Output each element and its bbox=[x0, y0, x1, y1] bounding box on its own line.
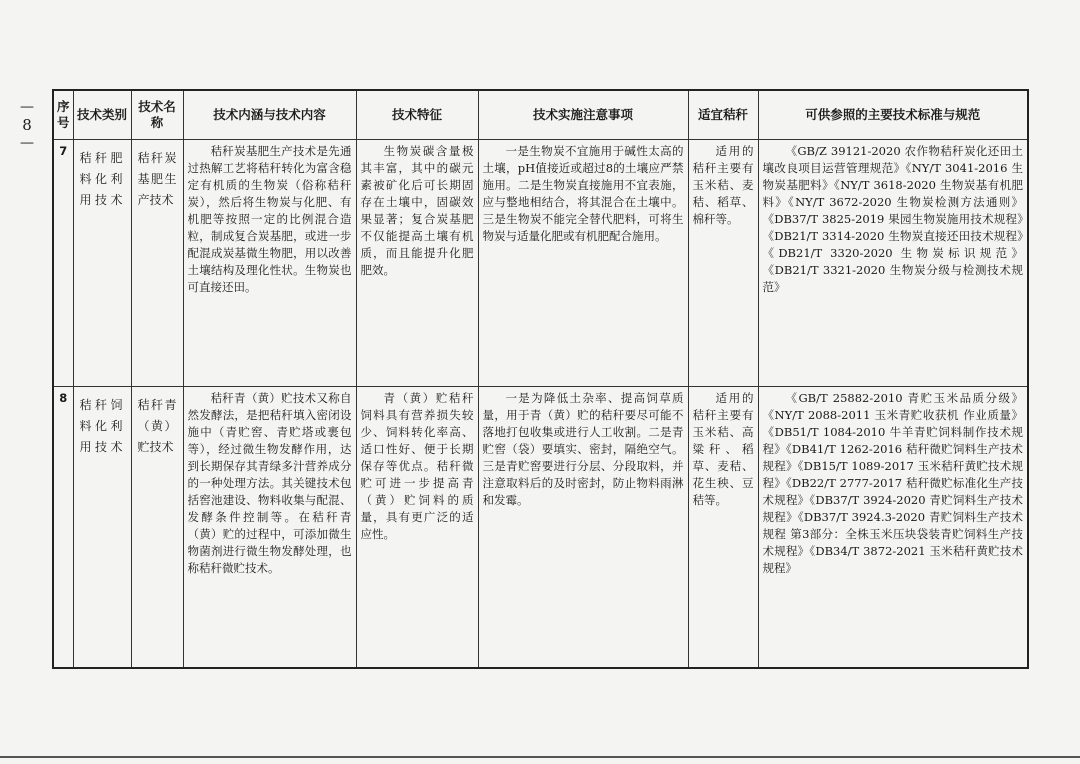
table-row bbox=[53, 386, 1028, 668]
header-straw: 适宜秸秆 bbox=[688, 90, 758, 140]
cell-seq: 8 bbox=[53, 386, 73, 668]
cell-straw: 适用的秸秆主要有玉米秸、麦秸、稻草、棉秆等。 bbox=[688, 140, 758, 387]
page-number bbox=[16, 100, 38, 150]
page-bottom-border bbox=[0, 756, 1080, 758]
header-content: 技术内涵与技术内容 bbox=[183, 90, 356, 140]
header-notes: 技术实施注意事项 bbox=[478, 90, 688, 140]
cell-seq: 7 bbox=[53, 140, 73, 387]
cell-content: 秸秆青（黄）贮技术又称自然发酵法，是把秸秆填入密闭设施中（青贮窖、青贮塔或裹包等），经过微生物发酵作用，达到长期保存其青绿多汁营养成分的一种处理方法。其关键技术包括窖池建设、物料收集与配混、发酵条件控制等。在秸秆青（黄）贮的过程中，可添加微生物菌剂进行微生物发酵处理，也称秸秆微贮技术。 bbox=[183, 386, 356, 668]
page-number-value: 8 bbox=[22, 116, 32, 134]
cell-category: 秸秆肥料化利用技术 bbox=[73, 140, 131, 387]
cell-standards: 《GB/Z 39121-2020 农作物秸秆炭化还田土壤改良项目运营管理规范》《NY/T 3041-2016 生物炭基肥料》《NY/T 3618-2020 生物炭基有机肥料》《NY/T 3672-2020 生物炭检测方法通则》《DB37/T 3825-2019 果园生物炭施用技术规程》《DB21/T 3314-2020 生物炭直接还田技术规程》《DB21/T 3320-2020 生物炭标识规范》《DB21/T 3321-2020 生物炭分级与检测技术规范》 bbox=[758, 140, 1028, 387]
header-seq: 序号 bbox=[53, 90, 73, 140]
header-category: 技术类别 bbox=[73, 90, 131, 140]
cell-features: 青（黄）贮秸秆饲料具有营养损失较少、饲料转化率高、适口性好、便于长期保存等优点。秸秆微贮可进一步提高青（黄）贮饲料的质量，具有更广泛的适应性。 bbox=[356, 386, 478, 668]
cell-features: 生物炭碳含量极其丰富，其中的碳元素被矿化后可长期固存在土壤中，固碳效果显著；复合炭基肥不仅能提高土壤有机质，而且能提升化肥肥效。 bbox=[356, 140, 478, 387]
table-header-row bbox=[53, 90, 1028, 140]
header-standards: 可供参照的主要技术标准与规范 bbox=[758, 90, 1028, 140]
table-row bbox=[53, 140, 1028, 387]
cell-content: 秸秆炭基肥生产技术是先通过热解工艺将秸秆转化为富含稳定有机质的生物炭（俗称秸秆炭），然后将生物炭与化肥、有机肥等按照一定的比例混合造粒，制成复合炭基肥，或进一步配混成炭基微生物肥，用以改善土壤结构及理化性状。生物炭也可直接还田。 bbox=[183, 140, 356, 387]
cell-name: 秸秆炭基肥生产技术 bbox=[131, 140, 183, 387]
technology-table bbox=[52, 89, 1029, 669]
header-features: 技术特征 bbox=[356, 90, 478, 140]
cell-straw: 适用的秸秆主要有玉米秸、高粱秆、稻草、麦秸、花生秧、豆秸等。 bbox=[688, 386, 758, 668]
cell-category: 秸秆饲料化利用技术 bbox=[73, 386, 131, 668]
page-number-dash-top: — bbox=[20, 99, 34, 115]
cell-name: 秸秆青（黄）贮技术 bbox=[131, 386, 183, 668]
cell-notes: 一是生物炭不宜施用于碱性太高的土壤，pH值接近或超过8的土壤应严禁施用。二是生物炭直接施用不宜表施，应与整地相结合，将其混合在土壤中。三是生物炭不能完全替代肥料，可将生物炭与适量化肥或有机肥配合施用。 bbox=[478, 140, 688, 387]
page-number-dash-bottom: — bbox=[20, 135, 34, 151]
cell-notes: 一是为降低土杂率、提高饲草质量，用于青（黄）贮的秸秆要尽可能不落地打包收集或进行人工收割。二是青贮窖（袋）要填实、密封，隔绝空气。三是青贮窖要进行分层、分段取料，并注意取料后的及时密封，防止物料雨淋和发霉。 bbox=[478, 386, 688, 668]
header-name: 技术名称 bbox=[131, 90, 183, 140]
cell-standards: 《GB/T 25882-2010 青贮玉米品质分级》《NY/T 2088-2011 玉米青贮收获机 作业质量》《DB51/T 1084-2010 牛羊青贮饲料制作技术规程》《DB41/T 1262-2016 秸秆微贮饲料生产技术规程》《DB15/T 1089-2017 玉米秸秆黄贮技术规程》《DB22/T 2777-2017 秸秆微贮标准化生产技术规程》《DB37/T 3924-2020 青贮饲料生产技术规程》《DB37/T 3924.3-2020 青贮饲料生产技术规程 第3部分：全株玉米压块袋装青贮饲料生产技术规程》《DB34/T 3872-2021 玉米秸秆黄贮技术规程》 bbox=[758, 386, 1028, 668]
